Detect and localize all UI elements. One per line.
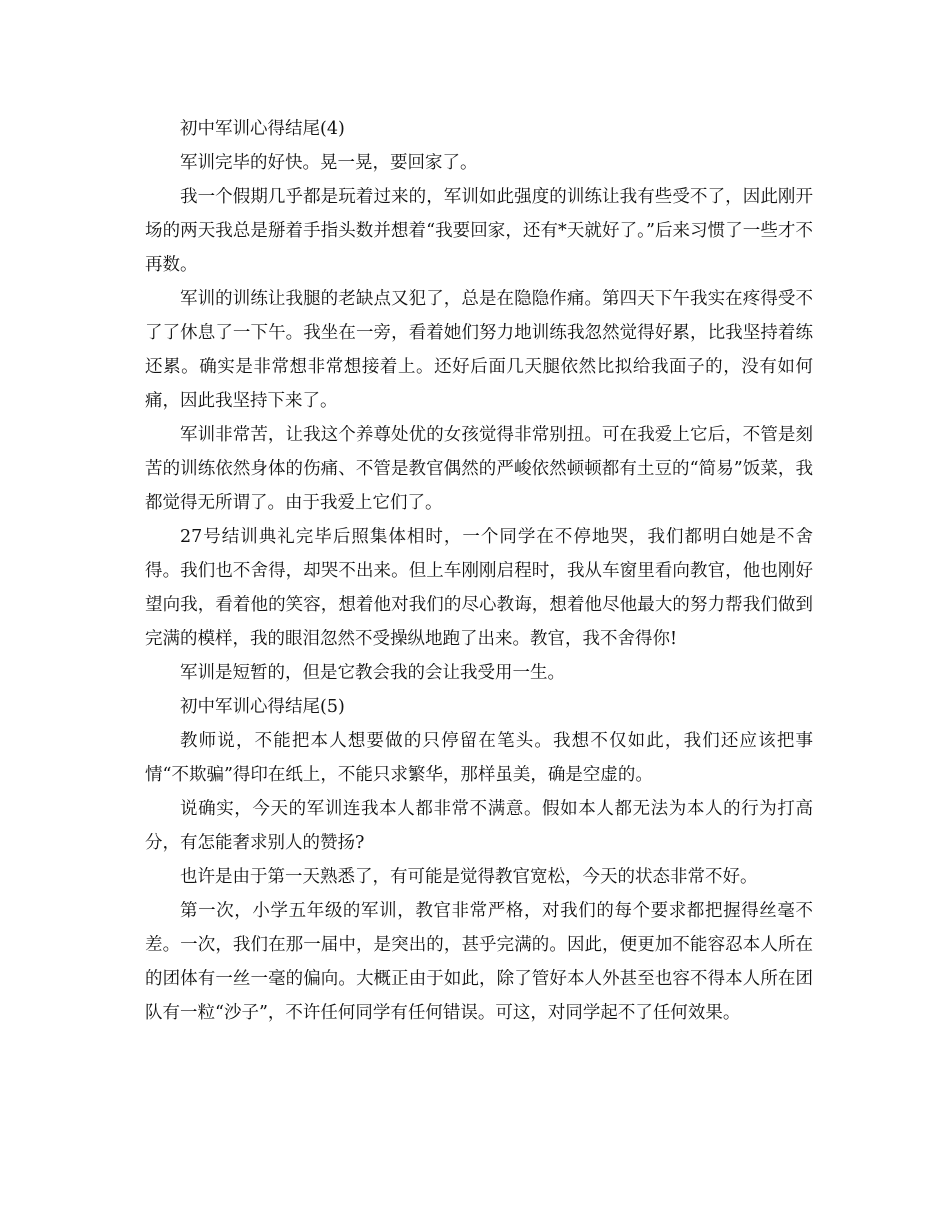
paragraph: 教师说，不能把本人想要做的只停留在笔头。我想不仅如此，我们还应该把事情“不欺骗”得印在纸上，不能只求繁华，那样虽美，确是空虚的。	[145, 731, 813, 785]
paragraph: 也许是由于第一天熟悉了，有可能是觉得教官宽松，今天的状态非常不好。	[180, 867, 758, 887]
document-page	[145, 112, 813, 1030]
paragraph: 第一次，小学五年级的军训，教官非常严格，对我们的每个要求都把握得丝毫不差。一次，我们在那一届中，是突出的，甚乎完满的。因此，便更加不能容忍本人所在的团体有一丝一毫的偏向。大概正由于如此，除了管好本人外甚至也容不得本人所在团队有一粒“沙子”，不许任何同学有任何错误。可这，对同学起不了任何效果。	[145, 901, 813, 1023]
paragraph: 军训的训练让我腿的老缺点又犯了，总是在隐隐作痛。第四天下午我实在疼得受不了了休息了一下午。我坐在一旁，看着她们努力地训练我忽然觉得好累，比我坚持着练还累。确实是非常想非常想接着上。还好后面几天腿依然比拟给我面子的，没有如何痛，因此我坚持下来了。	[145, 289, 813, 411]
section-heading: 初中军训心得结尾(4)	[180, 119, 345, 139]
section-heading: 初中军训心得结尾(5)	[180, 697, 345, 717]
paragraph: 说确实，今天的军训连我本人都非常不满意。假如本人都无法为本人的行为打高分，有怎能奢求别人的赞扬?	[145, 799, 813, 853]
paragraph: 军训非常苦，让我这个养尊处优的女孩觉得非常别扭。可在我爱上它后，不管是刻苦的训练依然身体的伤痛、不管是教官偶然的严峻依然顿顿都有土豆的“简易”饭菜，我都觉得无所谓了。由于我爱上它们了。	[145, 425, 813, 513]
paragraph: 军训是短暂的，但是它教会我的会让我受用一生。	[180, 663, 565, 683]
paragraph: 我一个假期几乎都是玩着过来的，军训如此强度的训练让我有些受不了，因此刚开场的两天我总是掰着手指头数并想着“我要回家，还有*天就好了。”后来习惯了一些才不再数。	[145, 187, 813, 275]
paragraph: 军训完毕的好快。晃一晃，要回家了。	[180, 153, 478, 173]
paragraph: 27号结训典礼完毕后照集体相时，一个同学在不停地哭，我们都明白她是不舍得。我们也不舍得，却哭不出来。但上车刚刚启程时，我从车窗里看向教官，他也刚好望向我，看着他的笑容，想着他对我们的尽心教诲，想着他尽他最大的努力帮我们做到完满的模样，我的眼泪忽然不受操纵地跑了出来。教官，我不舍得你!	[145, 527, 813, 649]
